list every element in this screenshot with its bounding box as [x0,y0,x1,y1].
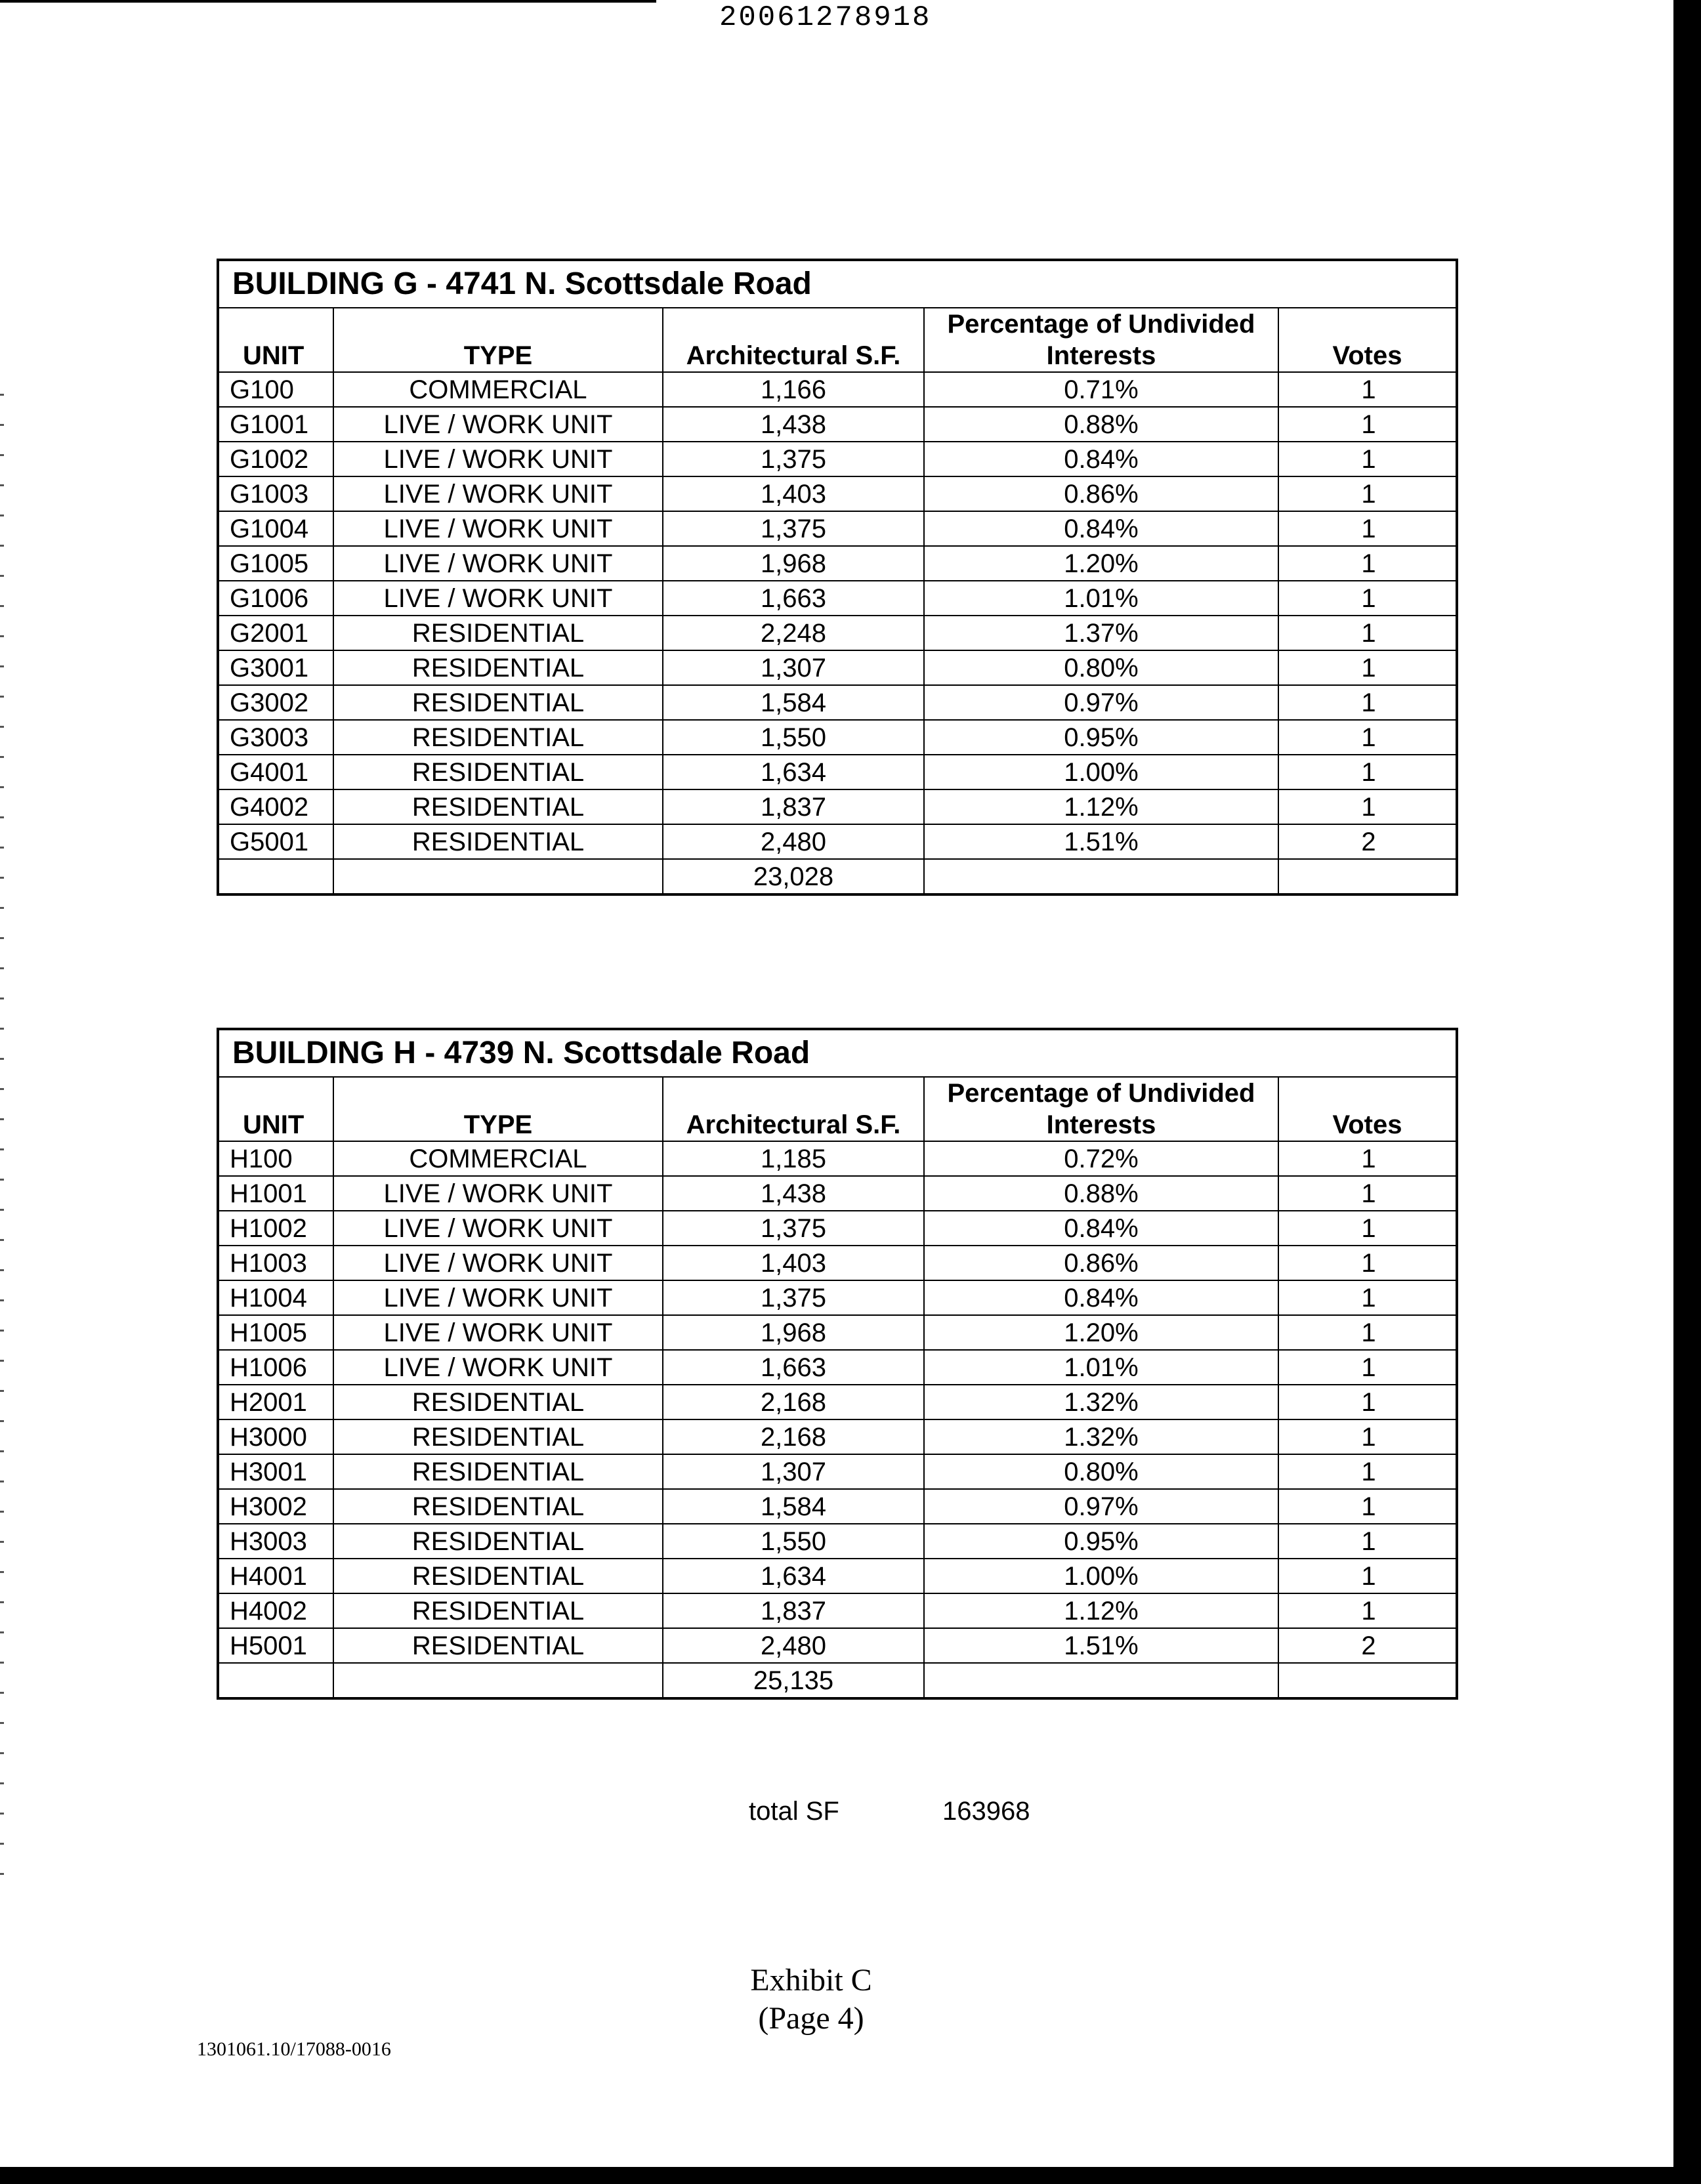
col-header-pct-line2: Interests [1046,341,1156,370]
scan-bottom-edge [0,2167,1701,2184]
unit-cell: G1005 [218,546,333,581]
votes-cell: 1 [1278,685,1457,720]
total-votes-blank [1278,1663,1457,1698]
col-header-pct-line2: Interests [1046,1110,1156,1139]
table-row [218,1246,1457,1280]
sf-cell: 1,403 [663,1246,924,1280]
type-cell: COMMERCIAL [333,372,663,407]
unit-cell: H4001 [218,1559,333,1593]
table-row [218,685,1457,720]
col-header-pct-line1: Percentage of Undivided [947,1079,1255,1108]
unit-cell: G3001 [218,650,333,685]
pct-cell: 0.71% [924,372,1278,407]
scan-top-line [0,0,656,3]
type-cell: RESIDENTIAL [333,1628,663,1663]
votes-cell: 1 [1278,372,1457,407]
votes-cell: 1 [1278,1489,1457,1524]
type-cell: RESIDENTIAL [333,650,663,685]
col-header-pct-line1: Percentage of Undivided [947,310,1255,339]
pct-cell: 1.01% [924,1350,1278,1385]
unit-cell: G3002 [218,685,333,720]
sf-cell: 1,403 [663,476,924,511]
table-row [218,407,1457,442]
column-header-row [218,308,1457,372]
votes-cell: 2 [1278,824,1457,859]
sf-cell: 1,185 [663,1141,924,1176]
total-sf-label: total SF [749,1797,839,1826]
table-row [218,1628,1457,1663]
unit-cell: H2001 [218,1385,333,1419]
total-row [218,1663,1457,1698]
unit-cell: G1002 [218,442,333,476]
pct-cell: 0.84% [924,1211,1278,1246]
table-row [218,581,1457,616]
votes-cell: 1 [1278,1350,1457,1385]
type-cell: RESIDENTIAL [333,616,663,650]
votes-cell: 1 [1278,1419,1457,1454]
building-title-row [218,1029,1457,1077]
type-cell: COMMERCIAL [333,1141,663,1176]
exhibit-page: (Page 4) [758,2001,864,2036]
pct-cell: 1.00% [924,1559,1278,1593]
sf-cell: 1,438 [663,407,924,442]
building-h-rows [218,1141,1457,1663]
votes-cell: 1 [1278,1176,1457,1211]
pct-cell: 1.51% [924,824,1278,859]
sf-cell: 1,663 [663,1350,924,1385]
building-g-rows [218,372,1457,859]
total-votes-blank [1278,859,1457,894]
unit-cell: G2001 [218,616,333,650]
pct-cell: 0.88% [924,1176,1278,1211]
type-cell: LIVE / WORK UNIT [333,1176,663,1211]
sf-cell: 1,634 [663,755,924,789]
table-row [218,372,1457,407]
type-cell: LIVE / WORK UNIT [333,511,663,546]
votes-cell: 1 [1278,1524,1457,1559]
table-row [218,1141,1457,1176]
total-pct-blank [924,859,1278,894]
sf-cell: 1,837 [663,789,924,824]
table-row [218,546,1457,581]
sf-cell: 2,168 [663,1385,924,1419]
unit-cell: G1006 [218,581,333,616]
votes-cell: 1 [1278,1246,1457,1280]
table-row [218,1419,1457,1454]
type-cell: RESIDENTIAL [333,789,663,824]
type-cell: RESIDENTIAL [333,685,663,720]
table-row [218,1176,1457,1211]
votes-cell: 1 [1278,581,1457,616]
votes-cell: 1 [1278,1593,1457,1628]
unit-cell: G5001 [218,824,333,859]
sf-cell: 1,166 [663,372,924,407]
type-cell: RESIDENTIAL [333,1559,663,1593]
table-row [218,1315,1457,1350]
col-header-sf: Architectural S.F. [663,1077,924,1141]
building-h-table-wrap [217,1028,1456,1700]
pct-cell: 0.80% [924,1454,1278,1489]
pct-cell: 0.80% [924,650,1278,685]
pct-cell: 0.86% [924,476,1278,511]
votes-cell: 1 [1278,1385,1457,1419]
building-title: BUILDING G - 4741 N. Scottsdale Road [218,260,1457,308]
table-row [218,1454,1457,1489]
table-row [218,1524,1457,1559]
scan-right-edge [1673,0,1701,2184]
building-g-table [217,259,1458,896]
table-row [218,511,1457,546]
table-row [218,650,1457,685]
total-unit-blank [218,859,333,894]
type-cell: RESIDENTIAL [333,755,663,789]
votes-cell: 1 [1278,1315,1457,1350]
sf-cell: 1,837 [663,1593,924,1628]
table-row [218,1593,1457,1628]
type-cell: RESIDENTIAL [333,1385,663,1419]
sf-cell: 1,307 [663,650,924,685]
type-cell: RESIDENTIAL [333,824,663,859]
pct-cell: 1.51% [924,1628,1278,1663]
sf-cell: 1,634 [663,1559,924,1593]
total-row [218,859,1457,894]
unit-cell: G3003 [218,720,333,755]
pct-cell: 0.84% [924,1280,1278,1315]
unit-cell: H1001 [218,1176,333,1211]
table-row [218,1385,1457,1419]
type-cell: LIVE / WORK UNIT [333,407,663,442]
sf-cell: 1,375 [663,511,924,546]
col-header-unit: UNIT [218,1077,333,1141]
pct-cell: 1.00% [924,755,1278,789]
total-type-blank [333,1663,663,1698]
pct-cell: 0.88% [924,407,1278,442]
table-row [218,442,1457,476]
unit-cell: H3002 [218,1489,333,1524]
type-cell: LIVE / WORK UNIT [333,1315,663,1350]
pct-cell: 0.97% [924,685,1278,720]
pct-cell: 1.32% [924,1419,1278,1454]
unit-cell: G1001 [218,407,333,442]
pct-cell: 1.01% [924,581,1278,616]
sf-cell: 1,550 [663,1524,924,1559]
sf-cell: 2,168 [663,1419,924,1454]
unit-cell: H1005 [218,1315,333,1350]
pct-cell: 0.86% [924,1246,1278,1280]
pct-cell: 1.37% [924,616,1278,650]
votes-cell: 2 [1278,1628,1457,1663]
votes-cell: 1 [1278,1211,1457,1246]
votes-cell: 1 [1278,511,1457,546]
sf-cell: 1,375 [663,1211,924,1246]
sf-cell: 2,248 [663,616,924,650]
type-cell: RESIDENTIAL [333,1419,663,1454]
pct-cell: 1.32% [924,1385,1278,1419]
votes-cell: 1 [1278,476,1457,511]
sf-cell: 1,968 [663,1315,924,1350]
pct-cell: 0.84% [924,511,1278,546]
type-cell: LIVE / WORK UNIT [333,1211,663,1246]
sf-cell: 1,584 [663,1489,924,1524]
pct-cell: 1.20% [924,546,1278,581]
table-row [218,1280,1457,1315]
col-header-votes: Votes [1278,1077,1457,1141]
unit-cell: H3000 [218,1419,333,1454]
pct-cell: 1.20% [924,1315,1278,1350]
building-total-sf: 25,135 [663,1663,924,1698]
col-header-unit: UNIT [218,308,333,372]
pct-cell: 1.12% [924,1593,1278,1628]
unit-cell: H100 [218,1141,333,1176]
document-number: 20061278918 [719,1,932,34]
building-title: BUILDING H - 4739 N. Scottsdale Road [218,1029,1457,1077]
building-title-row [218,260,1457,308]
unit-cell: G4002 [218,789,333,824]
col-header-votes: Votes [1278,308,1457,372]
votes-cell: 1 [1278,789,1457,824]
sf-cell: 1,307 [663,1454,924,1489]
type-cell: LIVE / WORK UNIT [333,1280,663,1315]
sf-cell: 2,480 [663,1628,924,1663]
type-cell: LIVE / WORK UNIT [333,1246,663,1280]
unit-cell: H1002 [218,1211,333,1246]
total-type-blank [333,859,663,894]
unit-cell: H1004 [218,1280,333,1315]
votes-cell: 1 [1278,720,1457,755]
type-cell: RESIDENTIAL [333,1524,663,1559]
sf-cell: 1,968 [663,546,924,581]
column-header-row [218,1077,1457,1141]
table-row [218,720,1457,755]
type-cell: LIVE / WORK UNIT [333,581,663,616]
votes-cell: 1 [1278,1454,1457,1489]
building-total-sf: 23,028 [663,859,924,894]
scan-left-ticks [0,394,4,1903]
type-cell: LIVE / WORK UNIT [333,442,663,476]
pct-cell: 0.95% [924,1524,1278,1559]
sf-cell: 1,584 [663,685,924,720]
table-row [218,1489,1457,1524]
type-cell: LIVE / WORK UNIT [333,1350,663,1385]
table-row [218,1350,1457,1385]
type-cell: RESIDENTIAL [333,1489,663,1524]
col-header-type: TYPE [333,308,663,372]
col-header-sf: Architectural S.F. [663,308,924,372]
type-cell: RESIDENTIAL [333,720,663,755]
votes-cell: 1 [1278,407,1457,442]
table-row [218,755,1457,789]
unit-cell: H1006 [218,1350,333,1385]
type-cell: LIVE / WORK UNIT [333,546,663,581]
votes-cell: 1 [1278,442,1457,476]
unit-cell: H4002 [218,1593,333,1628]
building-g-table-wrap [217,259,1456,896]
table-row [218,1559,1457,1593]
table-row [218,789,1457,824]
votes-cell: 1 [1278,616,1457,650]
unit-cell: H5001 [218,1628,333,1663]
votes-cell: 1 [1278,1141,1457,1176]
pct-cell: 0.97% [924,1489,1278,1524]
exhibit-title: Exhibit C [750,1963,872,1998]
table-row [218,616,1457,650]
type-cell: RESIDENTIAL [333,1454,663,1489]
table-row [218,476,1457,511]
unit-cell: H3001 [218,1454,333,1489]
table-row [218,1211,1457,1246]
votes-cell: 1 [1278,1559,1457,1593]
pct-cell: 1.12% [924,789,1278,824]
votes-cell: 1 [1278,1280,1457,1315]
col-header-pct [924,308,1278,372]
total-sf-value: 163968 [942,1797,1030,1826]
sf-cell: 1,550 [663,720,924,755]
sf-cell: 1,663 [663,581,924,616]
unit-cell: H1003 [218,1246,333,1280]
sf-cell: 1,438 [663,1176,924,1211]
votes-cell: 1 [1278,650,1457,685]
votes-cell: 1 [1278,755,1457,789]
unit-cell: H3003 [218,1524,333,1559]
type-cell: LIVE / WORK UNIT [333,476,663,511]
votes-cell: 1 [1278,546,1457,581]
unit-cell: G1003 [218,476,333,511]
unit-cell: G4001 [218,755,333,789]
sf-cell: 2,480 [663,824,924,859]
pct-cell: 0.72% [924,1141,1278,1176]
total-pct-blank [924,1663,1278,1698]
type-cell: RESIDENTIAL [333,1593,663,1628]
table-row [218,824,1457,859]
building-h-table [217,1028,1458,1700]
pct-cell: 0.84% [924,442,1278,476]
pct-cell: 0.95% [924,720,1278,755]
col-header-type: TYPE [333,1077,663,1141]
unit-cell: G1004 [218,511,333,546]
col-header-pct [924,1077,1278,1141]
sf-cell: 1,375 [663,442,924,476]
file-code: 1301061.10/17088-0016 [197,2038,391,2060]
total-unit-blank [218,1663,333,1698]
sf-cell: 1,375 [663,1280,924,1315]
unit-cell: G100 [218,372,333,407]
